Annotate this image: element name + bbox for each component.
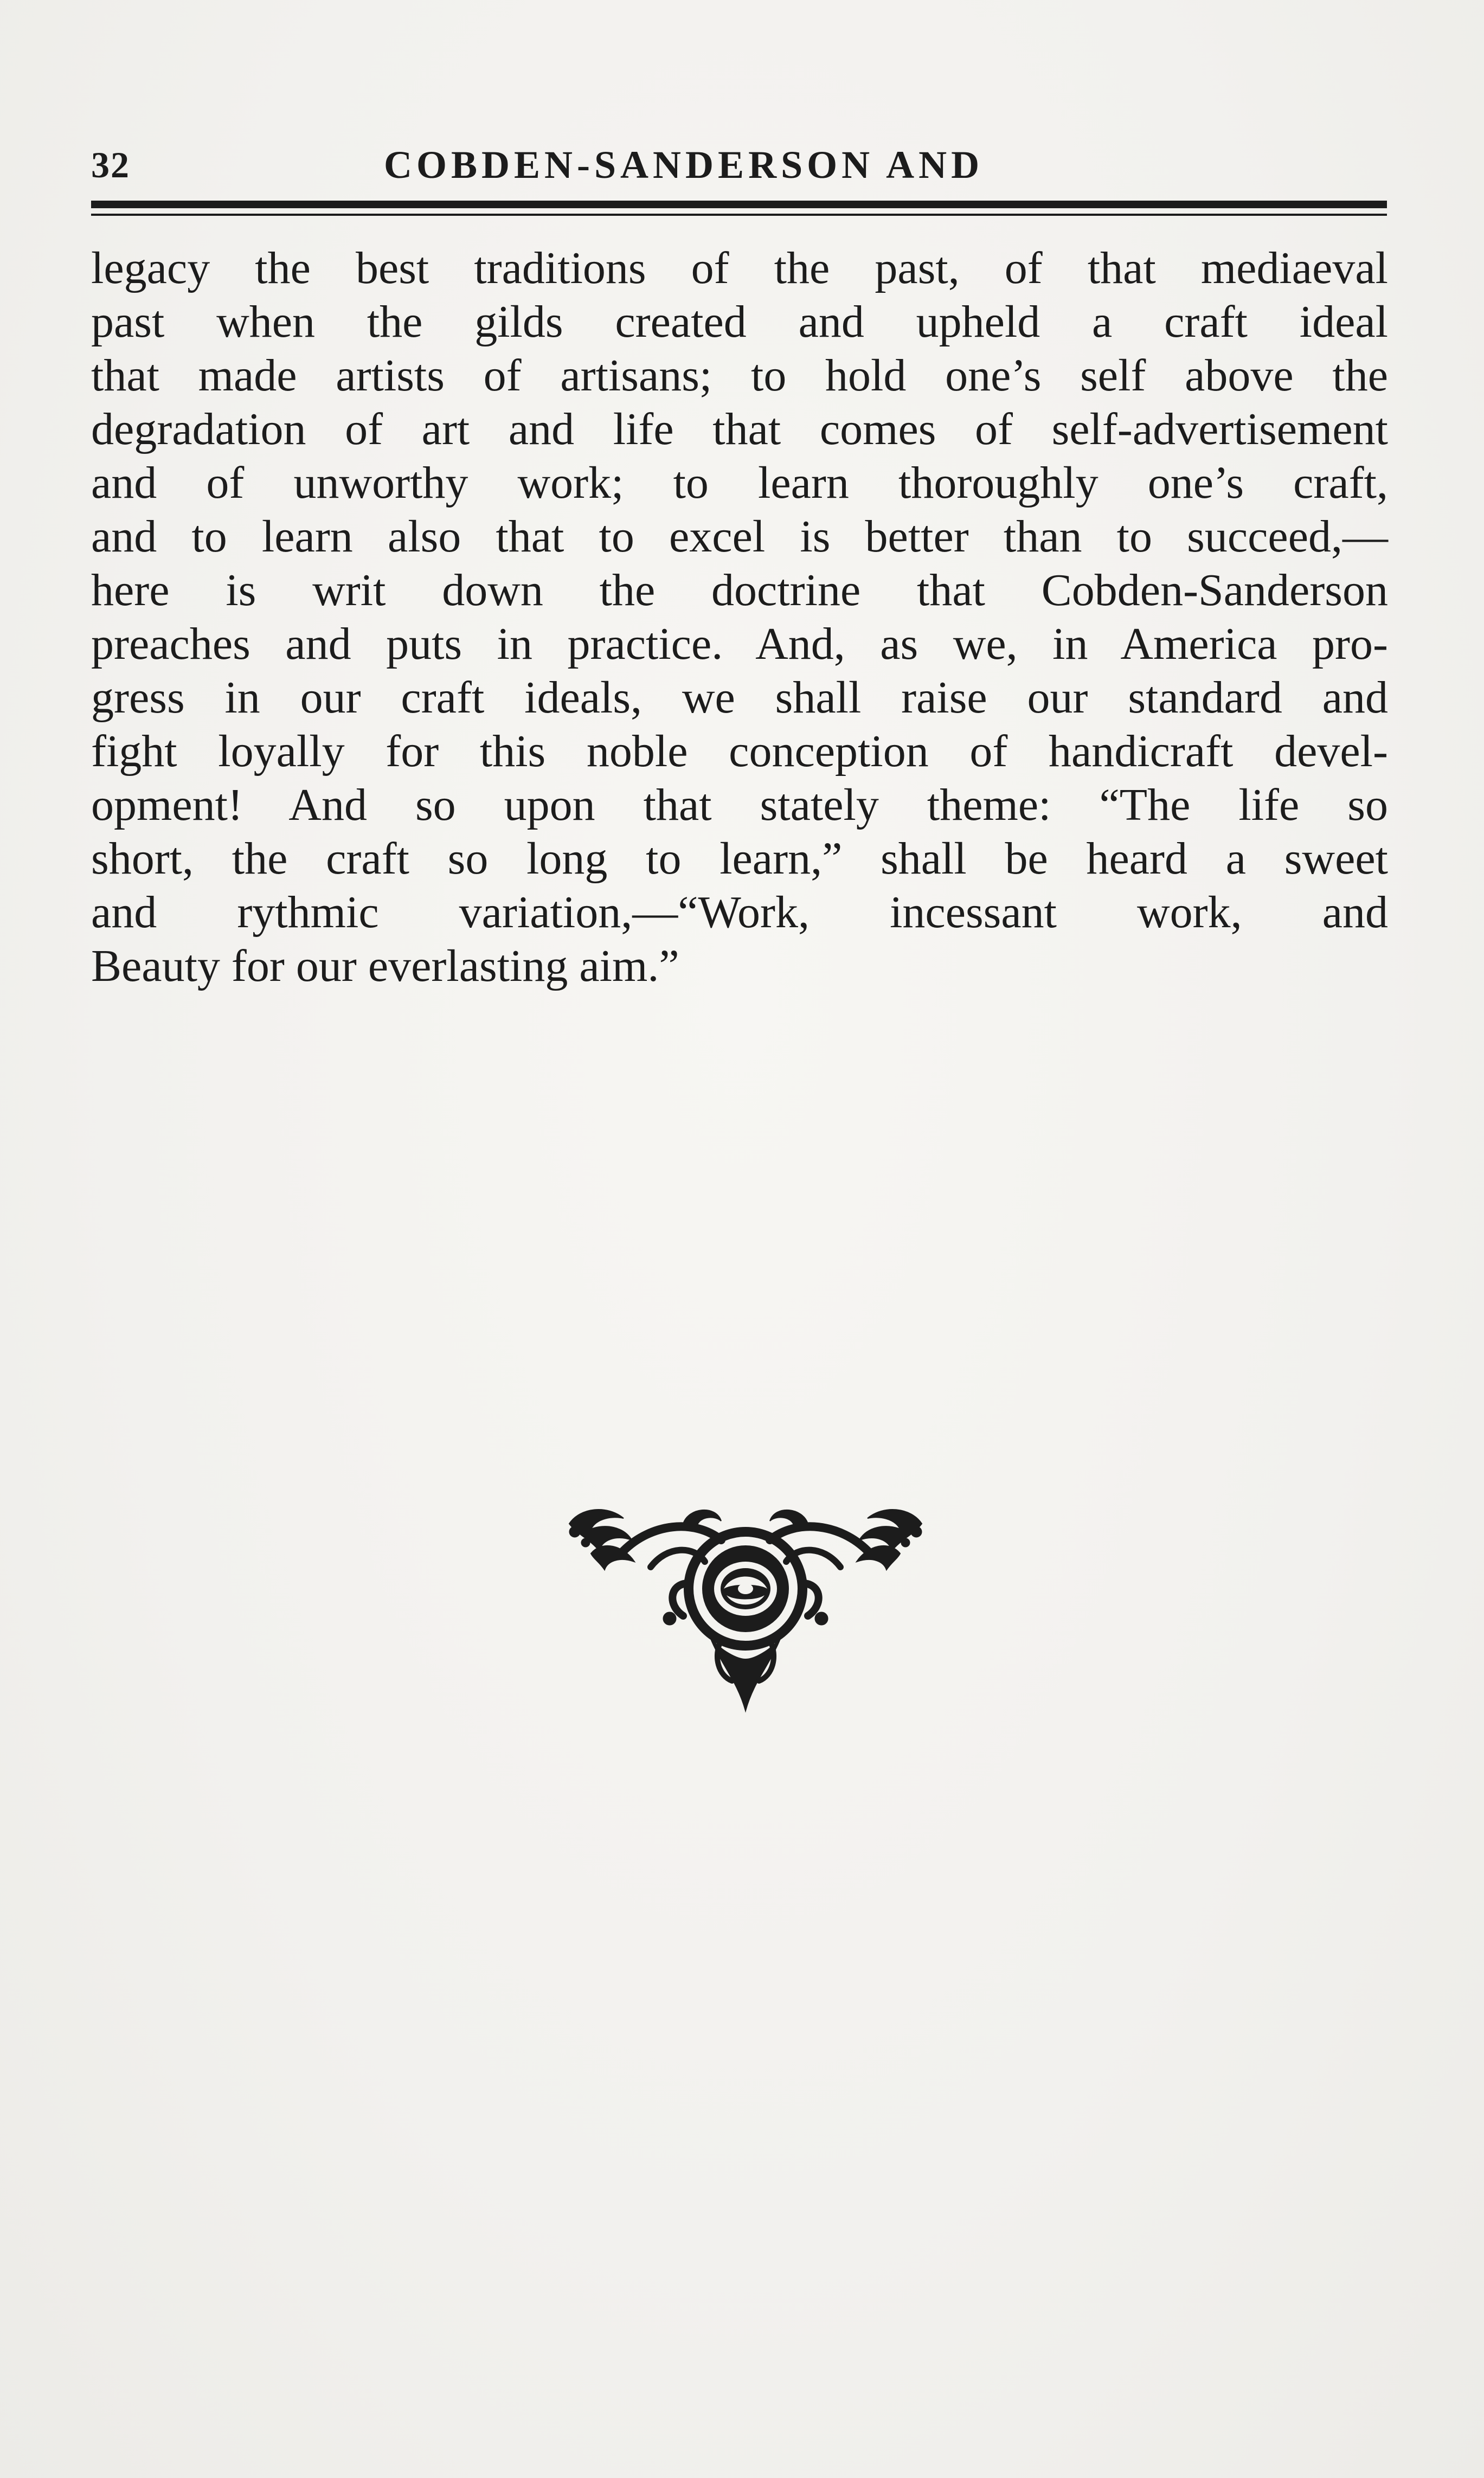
text-line: legacy the best traditions of the past, of that mediaeval: [91, 243, 1388, 293]
body-text: [91, 241, 1388, 993]
text-line: degradation of art and life that comes of self-advertisement: [91, 404, 1388, 454]
running-head: COBDEN-SANDERSON AND: [384, 143, 984, 187]
page-header: [91, 138, 1387, 198]
text-line: and to learn also that to excel is better than to succeed,—: [91, 511, 1388, 562]
text-line: fight loyally for this noble conception of handicraft devel-: [91, 726, 1388, 776]
text-line: past when the gilds created and upheld a craft ideal: [91, 297, 1388, 347]
floral-tailpiece-ornament-icon: [558, 1502, 933, 1713]
text-line: and rythmic variation,—“Work, incessant work, and: [91, 887, 1388, 938]
text-line: here is writ down the doctrine that Cobden-Sanderson: [91, 565, 1388, 615]
text-line: preaches and puts in practice. And, as we, in America pro-: [91, 619, 1388, 669]
text-line: short, the craft so long to learn,” shall be heard a sweet: [91, 833, 1388, 884]
text-line: opment! And so upon that stately theme: “The life so: [91, 780, 1388, 830]
header-rule-thin: [91, 214, 1387, 216]
text-line: and of unworthy work; to learn thoroughly one’s craft,: [91, 458, 1388, 508]
text-line: gress in our craft ideals, we shall raise our standard and: [91, 672, 1388, 723]
text-line: Beauty for our everlasting aim.”: [91, 941, 679, 991]
page-number: 32: [91, 144, 130, 185]
text-line: that made artists of artisans; to hold one’s self above the: [91, 350, 1388, 401]
header-rule-thick: [91, 201, 1387, 208]
